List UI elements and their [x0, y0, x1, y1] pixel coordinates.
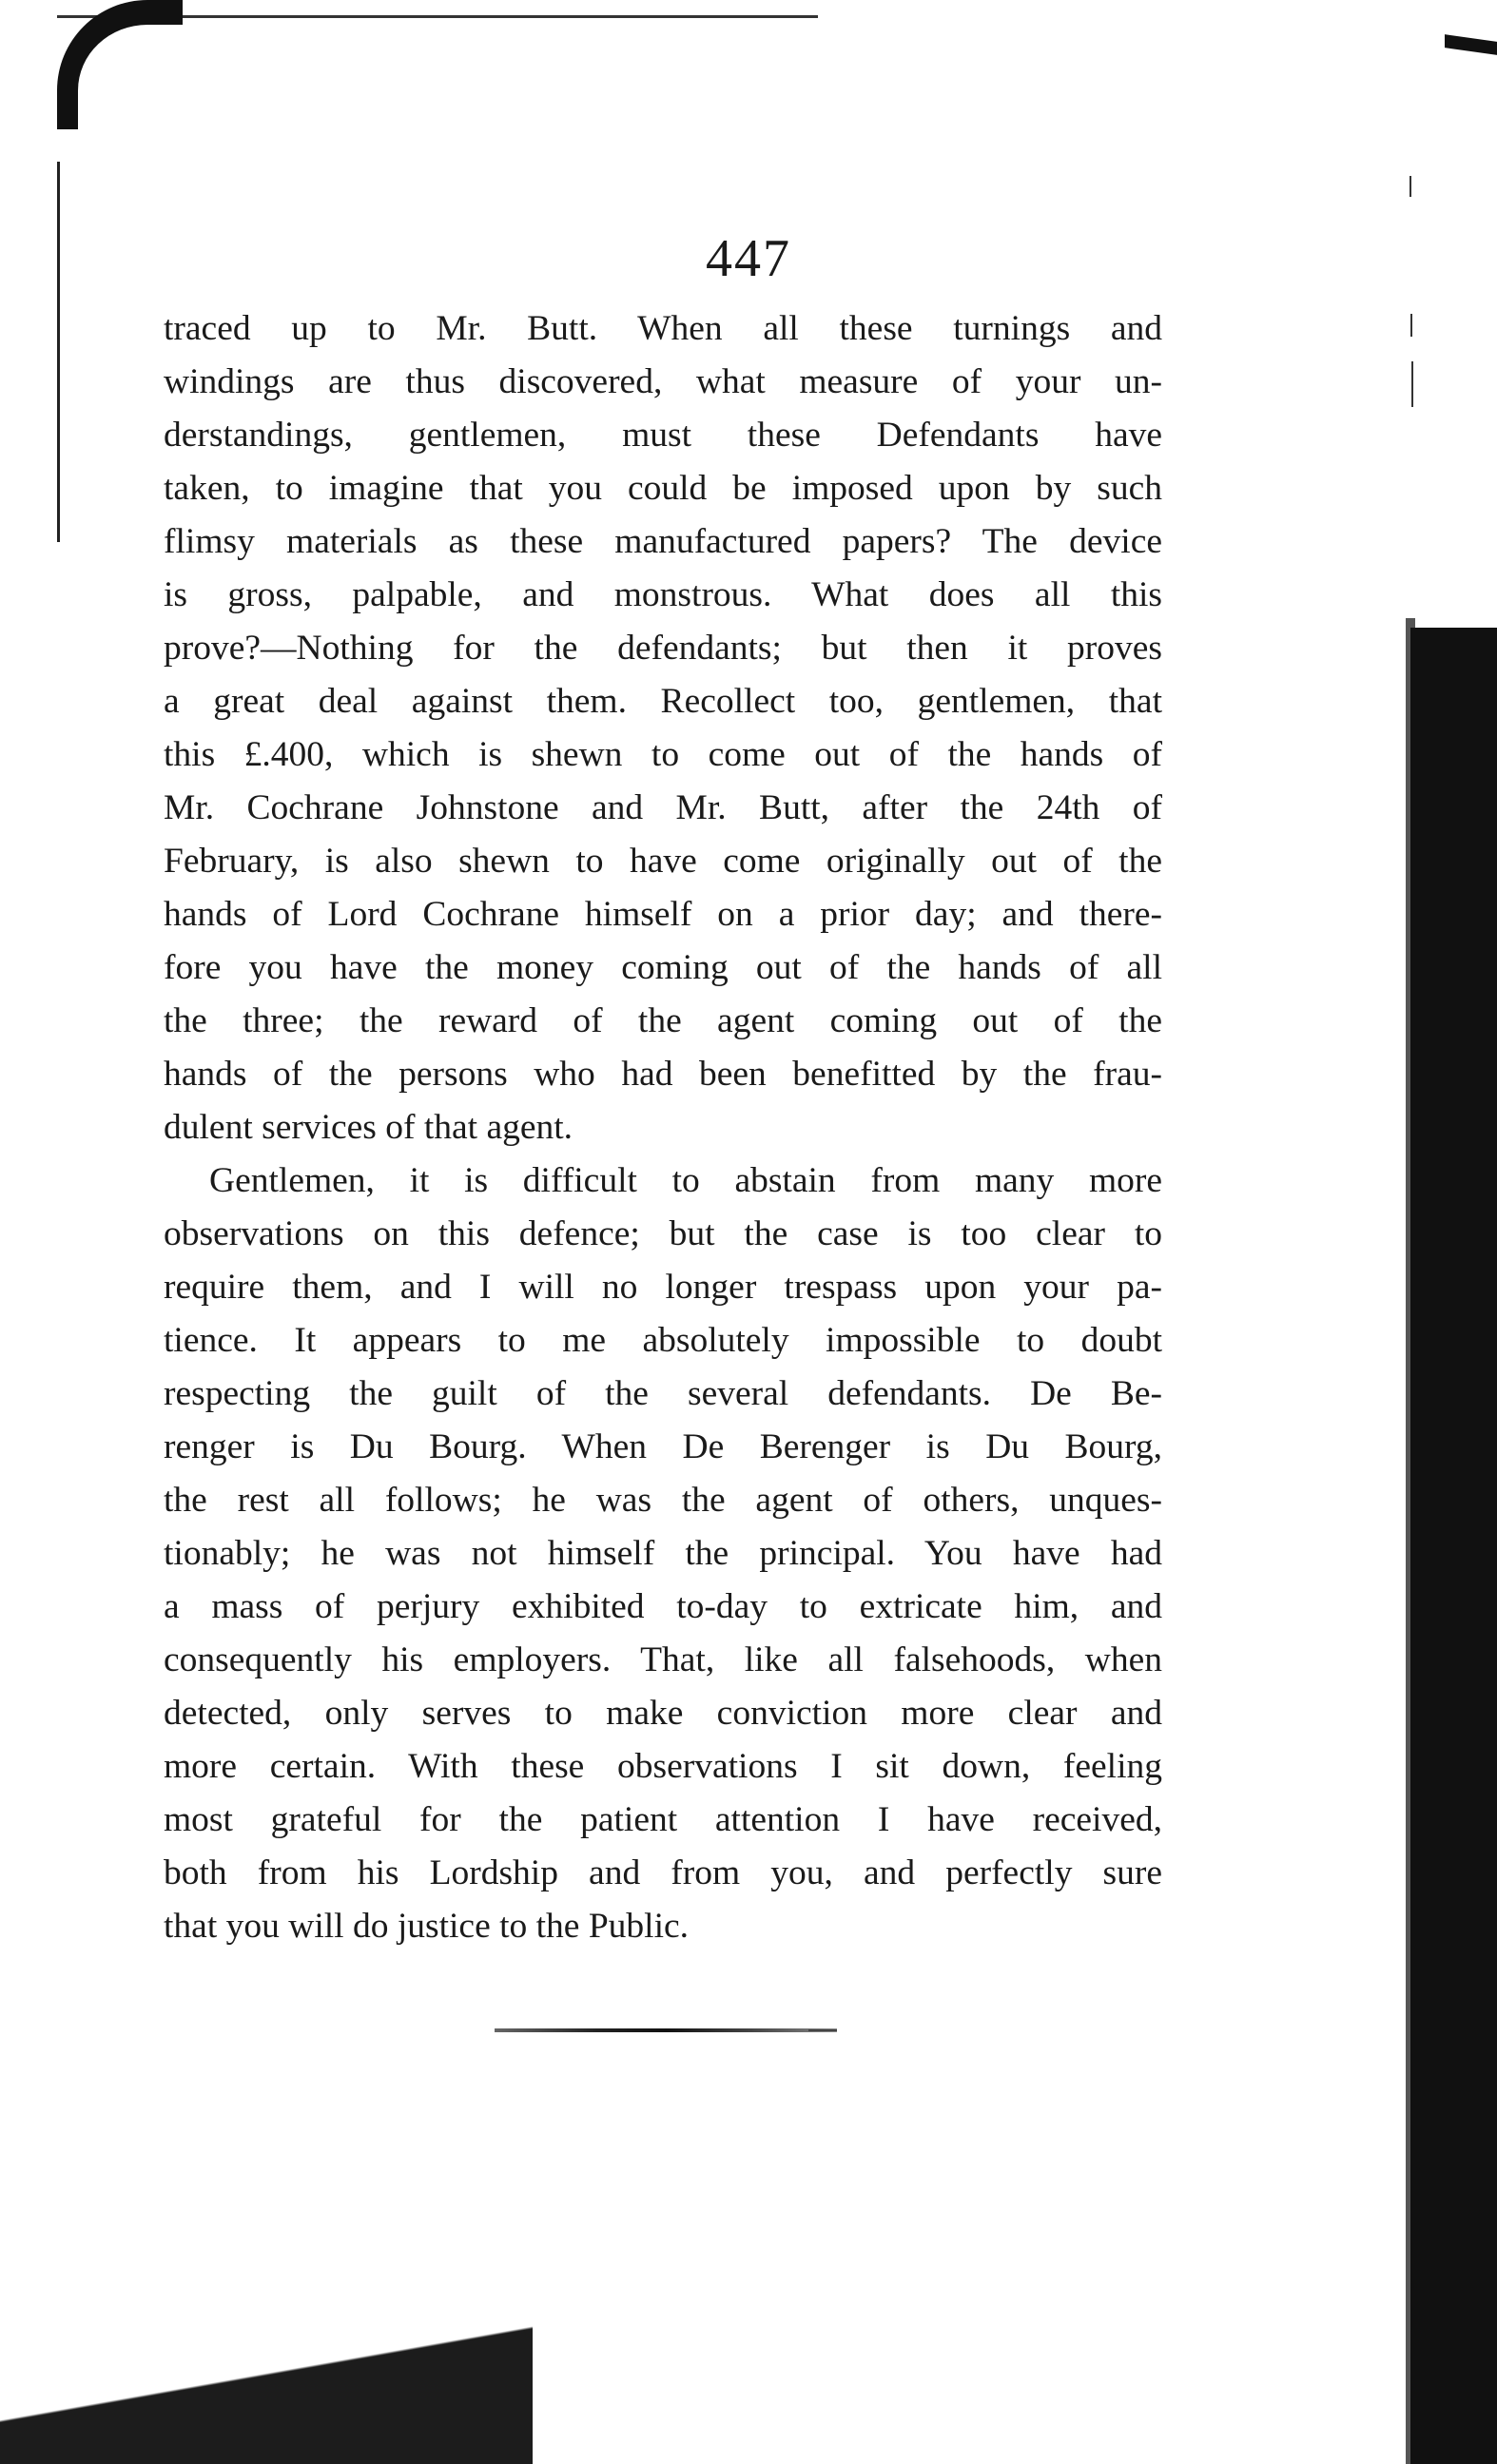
text-line: renger is Du Bourg. When De Berenger is Du Bourg,: [164, 1427, 1162, 1466]
text-line: traced up to Mr. Butt. When all these turnings and: [164, 309, 1162, 348]
text-line: February, is also shewn to have come originally out of the: [164, 842, 1162, 881]
scan-edge-right: [1410, 628, 1497, 2464]
text-line: a great deal against them. Recollect too, gentlemen, that: [164, 682, 1162, 721]
text-line: the rest all follows; he was the agent of others, unques-: [164, 1481, 1162, 1520]
text-line: dulent services of that agent.: [164, 1108, 574, 1147]
paragraph-2: [164, 1154, 1162, 1953]
end-rule: [495, 2028, 837, 2032]
text-line: taken, to imagine that you could be imposed upon by such: [164, 469, 1162, 508]
text-line: tionably; he was not himself the principal. You have had: [164, 1534, 1162, 1573]
scan-corner-shadow: [57, 0, 183, 129]
text-line: require them, and I will no longer trespass upon your pa-: [164, 1268, 1162, 1307]
scan-edge-left: [57, 162, 60, 542]
text-line: Mr. Cochrane Johnstone and Mr. Butt, after the 24th of: [164, 788, 1162, 827]
text-line: most grateful for the patient attention I have received,: [164, 1800, 1162, 1839]
text-line: windings are thus discovered, what measure of your un-: [164, 362, 1162, 401]
end-rule-tail: [808, 2029, 837, 2031]
text-line: flimsy materials as these manufactured papers? The device: [164, 522, 1162, 561]
scan-artifact-tick: [1445, 34, 1497, 55]
text-line: tience. It appears to me absolutely impossible to doubt: [164, 1321, 1162, 1360]
text-line: the three; the reward of the agent coming out of the: [164, 1001, 1162, 1040]
text-line: derstandings, gentlemen, must these Defendants have: [164, 416, 1162, 455]
text-line: this £.400, which is shewn to come out of the hands of: [164, 735, 1162, 774]
scan-corner-bottom: [0, 2320, 533, 2464]
text-line: is gross, palpable, and monstrous. What does all this: [164, 575, 1162, 614]
body-text: [164, 302, 1162, 1953]
text-line: fore you have the money coming out of the hands of all: [164, 948, 1162, 987]
text-line: prove?—Nothing for the defendants; but then it proves: [164, 629, 1162, 668]
text-line: both from his Lordship and from you, and perfectly sure: [164, 1853, 1162, 1892]
text-line: that you will do justice to the Public.: [164, 1907, 690, 1946]
scan-artifact-mark: [1411, 361, 1413, 407]
text-line: hands of Lord Cochrane himself on a prior day; and there-: [164, 895, 1162, 934]
paragraph-1: [164, 302, 1162, 1154]
text-line: hands of the persons who had been benefitted by the frau-: [164, 1055, 1162, 1094]
text-line: Gentlemen, it is difficult to abstain from many more: [209, 1161, 1162, 1200]
scan-artifact-mark: [1410, 314, 1412, 337]
text-line: observations on this defence; but the case is too clear to: [164, 1214, 1162, 1253]
page-number: 447: [706, 229, 791, 288]
text-line: more certain. With these observations I sit down, feeling: [164, 1747, 1162, 1786]
text-line: consequently his employers. That, like all falsehoods, when: [164, 1640, 1162, 1679]
text-line: a mass of perjury exhibited to-day to extricate him, and: [164, 1587, 1162, 1626]
scan-artifact-mark: [1410, 176, 1411, 197]
text-line: respecting the guilt of the several defendants. De Be-: [164, 1374, 1162, 1413]
text-line: detected, only serves to make conviction more clear and: [164, 1694, 1162, 1733]
